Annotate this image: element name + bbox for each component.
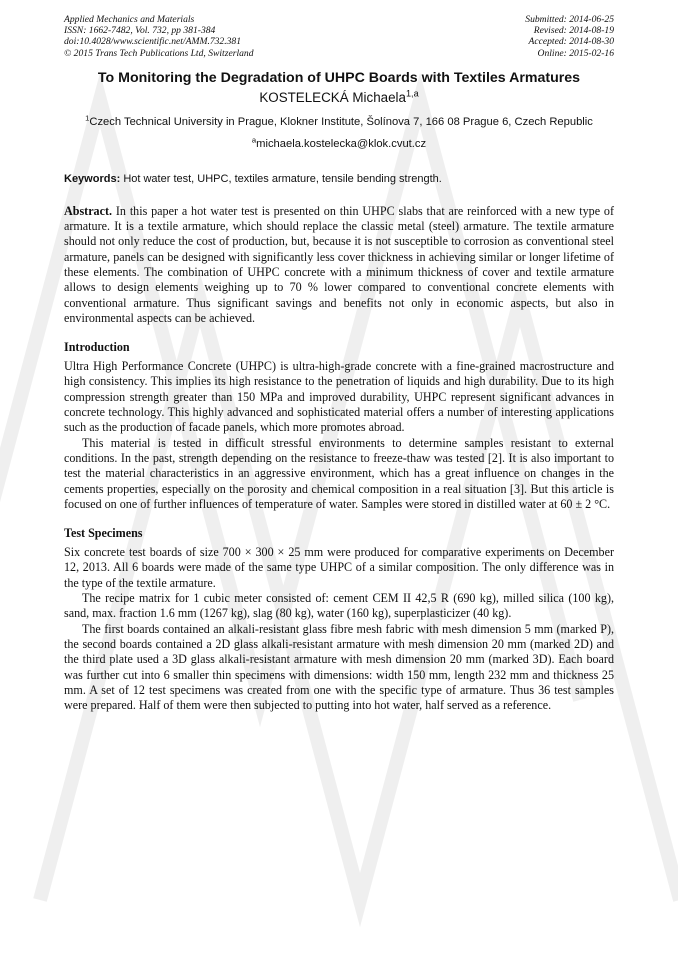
email-superscript: a xyxy=(251,135,257,145)
author-name: KOSTELECKÁ Michaela xyxy=(259,89,406,105)
submitted-date: Submitted: 2014-06-25 xyxy=(525,14,614,25)
introduction-heading: Introduction xyxy=(64,340,130,355)
test-specimens-heading: Test Specimens xyxy=(64,526,143,541)
email-line xyxy=(64,137,614,152)
copyright-line: © 2015 Trans Tech Publications Ltd, Switzerland xyxy=(64,47,254,59)
affiliation xyxy=(64,115,614,130)
journal-header xyxy=(64,14,614,59)
online-date: Online: 2015-02-16 xyxy=(537,47,614,59)
abstract-paragraph xyxy=(64,204,614,326)
keywords xyxy=(64,172,614,186)
email-address[interactable]: michaela.kostelecka@klok.cvut.cz xyxy=(256,137,427,150)
affiliation-superscript: 1 xyxy=(85,113,90,123)
journal-name: Applied Mechanics and Materials xyxy=(64,14,195,25)
revised-date: Revised: 2014-08-19 xyxy=(533,25,614,37)
doi-line: doi:10.4028/www.scientific.net/AMM.732.381 xyxy=(64,36,242,48)
keywords-text: Hot water test, UHPC, textiles armature, tensile bending strength. xyxy=(123,172,442,185)
keywords-label: Keywords: xyxy=(64,172,121,185)
specimens-paragraph-3: The first boards contained an alkali-resistant glass fibre mesh fabric with mesh dimension 5 mm (marked P), the second boards contained a 2D glass alkali-resistant armature with mesh dimension 20 mm (marked 2D) and the third plate used a 3D glass alkali-resistant armature with mesh dimension 20 mm (marked 3D). Each board was further cut into 6 smaller thin specimens with dimensions: width 150 mm, length 232 mm and thickness 25 mm. A set of 12 test specimens was created from one with the specific type of armature. Thus 36 test samples were prepared. Half of them were then subjected to putting into hot water, half served as a reference. xyxy=(64,621,614,713)
introduction-paragraph-2: This material is tested in difficult stressful environments to determine samples resistant to external conditions. In the past, strength depending on the resistance to freeze-thaw was tested [2]. It is also important to test the material characteristics in an aggressive environment, which has a great influence on changes in the cements properties, especially on the porosity and chemical composition in a real situation [3]. But this article is focused on one of further influences of temperature of water. Samples were stored in distilled water at 60 ± 2 °C. xyxy=(64,435,614,511)
affiliation-text: Czech Technical University in Prague, Klokner Institute, Šolínova 7, 166 08 Prague 6, Czech Republic xyxy=(89,115,593,128)
abstract-text: In this paper a hot water test is presented on thin UHPC slabs that are reinforced with a new type of armature. It is a textile armature, which should replace the classic metal (steel) armature. The textile armature should not only reduce the cost of production, but, because it is not susceptible to corrosion as conventional steel armature, panels can be designed with significantly less cover thickness in achieving similar or longer lifetime of these elements. The combination of UHPC concrete with a minimum thickness of cover and textile armature allows to design elements weighing up to 70 % lower compared to conventional concrete elements with conventional armature. Thus significant savings and benefits not only in economic aspects, but also in environmental aspects can be achieved. xyxy=(64,203,614,325)
abstract-label: Abstract. xyxy=(64,203,113,218)
issn-line: ISSN: 1662-7482, Vol. 732, pp 381-384 xyxy=(64,25,216,37)
paper-title: To Monitoring the Degradation of UHPC Boards with Textiles Armatures xyxy=(97,69,581,86)
accepted-date: Accepted: 2014-08-30 xyxy=(528,36,614,48)
specimens-paragraph-1: Six concrete test boards of size 700 × 300 × 25 mm were produced for comparative experiments on December 12, 2013. All 6 boards were made of the same type UHPC of a similar composition. The only difference was in the type of the textile armature. xyxy=(64,545,614,590)
introduction-paragraph-1: Ultra High Performance Concrete (UHPC) is ultra-high-grade concrete with a fine-grained macrostructure and high consistency. This implies its high resistance to the penetration of liquids and high durability. Due to its high compression strength greater than 150 MPa and improved durability, UHPC represent significant advances in concrete technology. This highly advanced and sophisticated material offers a number of interesting applications such as the production of facade panels, which more promotes abroad. xyxy=(64,359,614,435)
author-line xyxy=(64,89,614,106)
author-superscript: 1,a xyxy=(405,88,419,99)
specimens-paragraph-2: The recipe matrix for 1 cubic meter consisted of: cement CEM II 42,5 R (690 kg), milled silica (100 kg), sand, max. fraction 1.6 mm (1267 kg), slag (80 kg), water (160 kg), superplasticizer (40 kg). xyxy=(64,591,614,621)
